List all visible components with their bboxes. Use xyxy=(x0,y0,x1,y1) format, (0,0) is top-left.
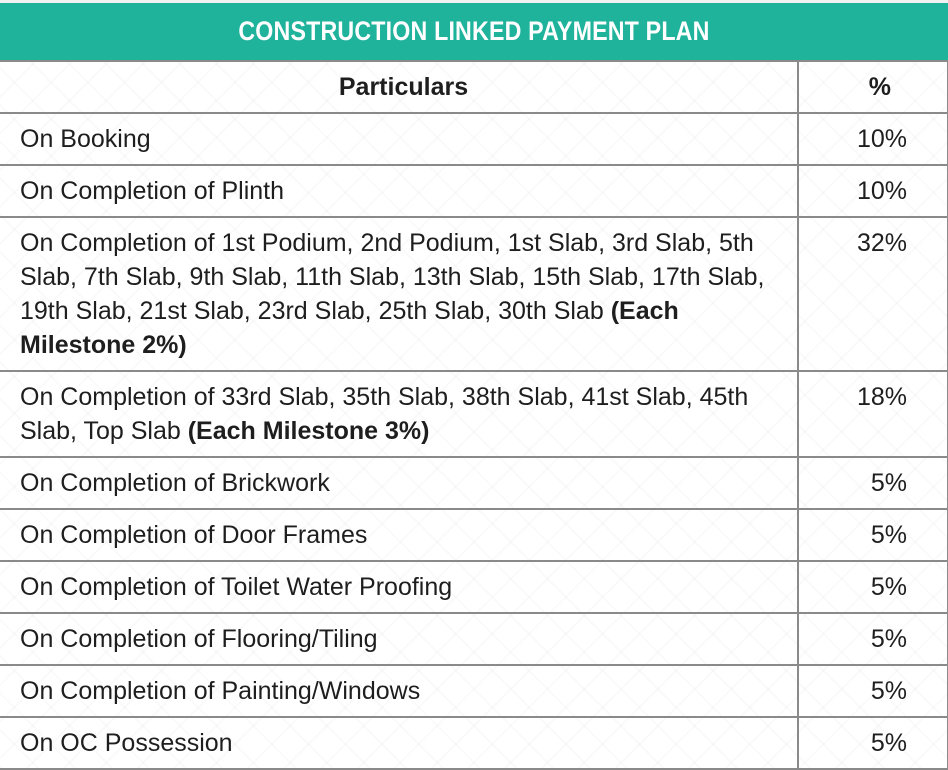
particular-cell xyxy=(0,371,798,457)
table-row xyxy=(0,165,948,217)
particular-cell xyxy=(0,561,798,613)
milestone-note: (Each Milestone 3%) xyxy=(187,417,430,445)
title-banner xyxy=(0,0,948,60)
percent-cell: 5% xyxy=(798,665,948,717)
percent-cell: 5% xyxy=(798,613,948,665)
table-row xyxy=(0,113,948,165)
table-row xyxy=(0,613,948,665)
milestone-note: (Each Milestone 2%) xyxy=(20,297,679,359)
table-row xyxy=(0,561,948,613)
particular-cell xyxy=(0,165,798,217)
percent-cell: 18% xyxy=(798,371,948,457)
table-row xyxy=(0,509,948,561)
particular-text: On OC Possession xyxy=(20,729,233,757)
particular-text: On Completion of Plinth xyxy=(20,177,285,205)
percent-cell: 5% xyxy=(798,457,948,509)
particular-text: On Completion of Flooring/Tiling xyxy=(20,625,378,653)
particular-text: On Completion of Brickwork xyxy=(20,469,330,497)
percent-cell: 5% xyxy=(798,561,948,613)
particular-cell xyxy=(0,457,798,509)
particular-text: On Completion of 1st Podium, 2nd Podium, 1st Slab, 3rd Slab, 5th Slab, 7th Slab, 9th Slab, 11th Slab, 13th Slab, 15th Slab, 17th Slab, 19th Slab, 21st Slab, 23rd Slab, 25th Slab, 30th Slab xyxy=(20,229,765,325)
percent-cell: 5% xyxy=(798,717,948,769)
column-header-particulars: Particulars xyxy=(0,61,798,113)
table-header-row xyxy=(0,61,948,113)
particular-text: On Completion of Door Frames xyxy=(20,521,368,549)
particular-cell xyxy=(0,717,798,769)
particular-cell xyxy=(0,113,798,165)
table-row xyxy=(0,457,948,509)
particular-text: On Completion of Toilet Water Proofing xyxy=(20,573,453,601)
particular-text: On Booking xyxy=(20,125,151,153)
particular-text: On Completion of Painting/Windows xyxy=(20,677,421,705)
payment-plan-table xyxy=(0,60,948,770)
percent-cell: 10% xyxy=(798,165,948,217)
table-row xyxy=(0,665,948,717)
column-header-percent: % xyxy=(798,61,948,113)
particular-cell xyxy=(0,509,798,561)
particular-cell xyxy=(0,665,798,717)
percent-cell: 32% xyxy=(798,217,948,371)
particular-cell xyxy=(0,613,798,665)
page-title: CONSTRUCTION LINKED PAYMENT PLAN xyxy=(238,16,710,46)
table-row xyxy=(0,371,948,457)
table-row xyxy=(0,717,948,769)
particular-cell xyxy=(0,217,798,371)
percent-cell: 10% xyxy=(798,113,948,165)
table-row xyxy=(0,217,948,371)
particular-text: On Completion of 33rd Slab, 35th Slab, 38th Slab, 41st Slab, 45th Slab, Top Slab xyxy=(20,383,749,445)
percent-cell: 5% xyxy=(798,509,948,561)
